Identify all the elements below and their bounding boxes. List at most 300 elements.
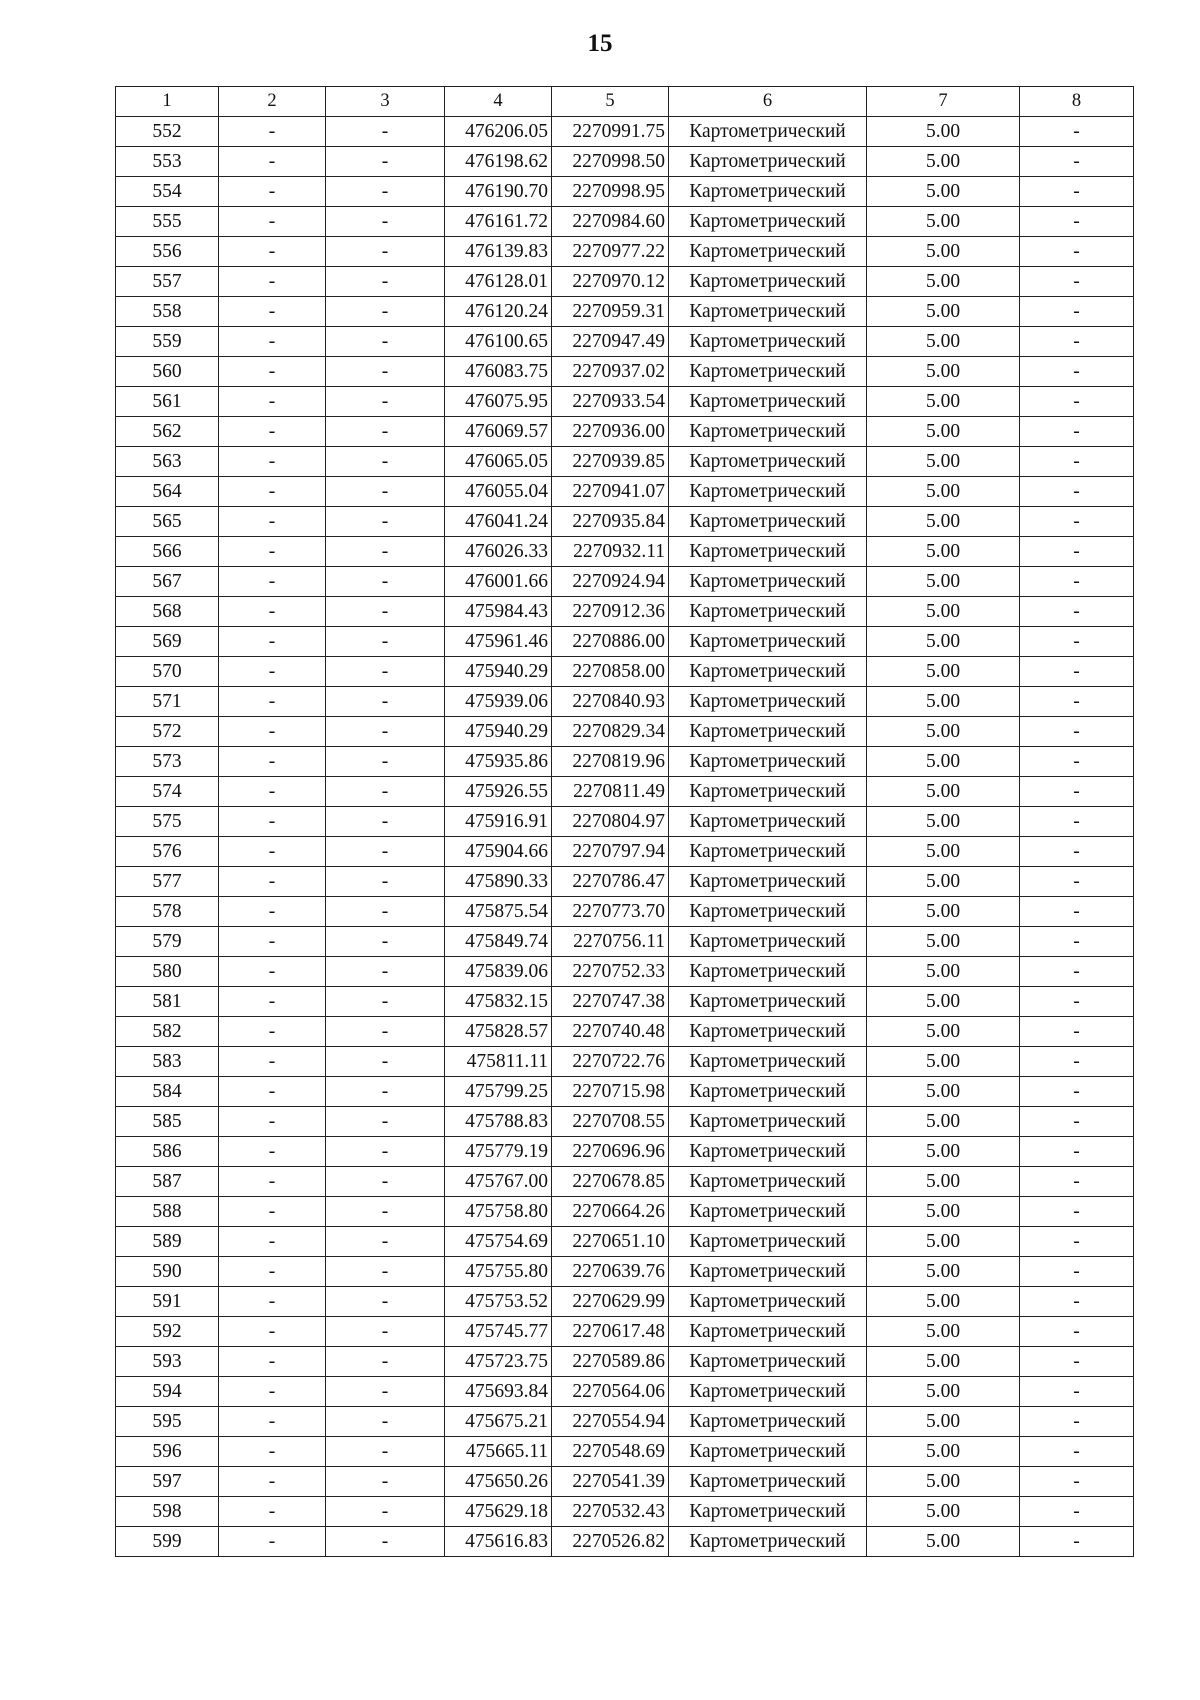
col3-cell: - (326, 747, 445, 777)
col8-cell: - (1020, 1017, 1134, 1047)
x-coordinate-cell: 475828.57 (445, 1017, 552, 1047)
col2-cell: - (219, 1107, 326, 1137)
point-number-cell: 563 (116, 447, 219, 477)
y-coordinate-cell: 2270998.50 (552, 147, 669, 177)
table-row (116, 987, 1134, 1017)
point-number-cell: 568 (116, 597, 219, 627)
col3-cell: - (326, 1107, 445, 1137)
col2-cell: - (219, 1317, 326, 1347)
col8-cell: - (1020, 1437, 1134, 1467)
y-coordinate-cell: 2270752.33 (552, 957, 669, 987)
y-coordinate-cell: 2270959.31 (552, 297, 669, 327)
col3-cell: - (326, 1527, 445, 1557)
table-row (116, 147, 1134, 177)
col2-cell: - (219, 1377, 326, 1407)
col8-cell: - (1020, 417, 1134, 447)
col2-cell: - (219, 1407, 326, 1437)
x-coordinate-cell: 475849.74 (445, 927, 552, 957)
x-coordinate-cell: 475939.06 (445, 687, 552, 717)
point-number-cell: 597 (116, 1467, 219, 1497)
col8-cell: - (1020, 627, 1134, 657)
x-coordinate-cell: 476120.24 (445, 297, 552, 327)
point-number-cell: 598 (116, 1497, 219, 1527)
column-header-3: 3 (326, 87, 445, 117)
x-coordinate-cell: 476055.04 (445, 477, 552, 507)
method-cell: Картометрический (669, 267, 867, 297)
col2-cell: - (219, 687, 326, 717)
y-coordinate-cell: 2270933.54 (552, 387, 669, 417)
table-row (116, 777, 1134, 807)
point-number-cell: 590 (116, 1257, 219, 1287)
col2-cell: - (219, 1227, 326, 1257)
point-number-cell: 586 (116, 1137, 219, 1167)
x-coordinate-cell: 475961.46 (445, 627, 552, 657)
col3-cell: - (326, 267, 445, 297)
col3-cell: - (326, 147, 445, 177)
col8-cell: - (1020, 927, 1134, 957)
table-row (116, 417, 1134, 447)
col8-cell: - (1020, 597, 1134, 627)
col8-cell: - (1020, 987, 1134, 1017)
col3-cell: - (326, 1047, 445, 1077)
accuracy-cell: 5.00 (867, 297, 1020, 327)
col2-cell: - (219, 387, 326, 417)
method-cell: Картометрический (669, 387, 867, 417)
col3-cell: - (326, 1227, 445, 1257)
col3-cell: - (326, 1017, 445, 1047)
point-number-cell: 583 (116, 1047, 219, 1077)
x-coordinate-cell: 475693.84 (445, 1377, 552, 1407)
table-row (116, 177, 1134, 207)
point-number-cell: 572 (116, 717, 219, 747)
col8-cell: - (1020, 297, 1134, 327)
y-coordinate-cell: 2270541.39 (552, 1467, 669, 1497)
method-cell: Картометрический (669, 1197, 867, 1227)
method-cell: Картометрический (669, 1317, 867, 1347)
method-cell: Картометрический (669, 297, 867, 327)
y-coordinate-cell: 2270939.85 (552, 447, 669, 477)
col2-cell: - (219, 1017, 326, 1047)
method-cell: Картометрический (669, 1347, 867, 1377)
method-cell: Картометрический (669, 1467, 867, 1497)
col2-cell: - (219, 177, 326, 207)
col3-cell: - (326, 1347, 445, 1377)
y-coordinate-cell: 2270532.43 (552, 1497, 669, 1527)
x-coordinate-cell: 475984.43 (445, 597, 552, 627)
col8-cell: - (1020, 717, 1134, 747)
method-cell: Картометрический (669, 507, 867, 537)
table-row (116, 1497, 1134, 1527)
col2-cell: - (219, 417, 326, 447)
x-coordinate-cell: 475650.26 (445, 1467, 552, 1497)
x-coordinate-cell: 475616.83 (445, 1527, 552, 1557)
col2-cell: - (219, 477, 326, 507)
method-cell: Картометрический (669, 717, 867, 747)
table-row (116, 447, 1134, 477)
accuracy-cell: 5.00 (867, 927, 1020, 957)
y-coordinate-cell: 2270858.00 (552, 657, 669, 687)
y-coordinate-cell: 2270696.96 (552, 1137, 669, 1167)
point-number-cell: 566 (116, 537, 219, 567)
col8-cell: - (1020, 447, 1134, 477)
x-coordinate-cell: 476001.66 (445, 567, 552, 597)
x-coordinate-cell: 475754.69 (445, 1227, 552, 1257)
col3-cell: - (326, 1377, 445, 1407)
point-number-cell: 557 (116, 267, 219, 297)
col3-cell: - (326, 237, 445, 267)
col2-cell: - (219, 447, 326, 477)
col3-cell: - (326, 417, 445, 447)
x-coordinate-cell: 476100.65 (445, 327, 552, 357)
col2-cell: - (219, 1077, 326, 1107)
col3-cell: - (326, 657, 445, 687)
table-row (116, 237, 1134, 267)
accuracy-cell: 5.00 (867, 1197, 1020, 1227)
point-number-cell: 587 (116, 1167, 219, 1197)
accuracy-cell: 5.00 (867, 507, 1020, 537)
col3-cell: - (326, 567, 445, 597)
y-coordinate-cell: 2270804.97 (552, 807, 669, 837)
x-coordinate-cell: 476041.24 (445, 507, 552, 537)
y-coordinate-cell: 2270947.49 (552, 327, 669, 357)
col8-cell: - (1020, 807, 1134, 837)
col3-cell: - (326, 1317, 445, 1347)
col8-cell: - (1020, 1047, 1134, 1077)
point-number-cell: 573 (116, 747, 219, 777)
accuracy-cell: 5.00 (867, 477, 1020, 507)
col3-cell: - (326, 117, 445, 147)
accuracy-cell: 5.00 (867, 987, 1020, 1017)
point-number-cell: 571 (116, 687, 219, 717)
method-cell: Картометрический (669, 567, 867, 597)
table-row (116, 1017, 1134, 1047)
accuracy-cell: 5.00 (867, 717, 1020, 747)
accuracy-cell: 5.00 (867, 867, 1020, 897)
y-coordinate-cell: 2270740.48 (552, 1017, 669, 1047)
col2-cell: - (219, 207, 326, 237)
method-cell: Картометрический (669, 837, 867, 867)
method-cell: Картометрический (669, 207, 867, 237)
method-cell: Картометрический (669, 1227, 867, 1257)
col3-cell: - (326, 1497, 445, 1527)
point-number-cell: 559 (116, 327, 219, 357)
method-cell: Картометрический (669, 687, 867, 717)
method-cell: Картометрический (669, 867, 867, 897)
point-number-cell: 554 (116, 177, 219, 207)
col2-cell: - (219, 957, 326, 987)
col8-cell: - (1020, 147, 1134, 177)
col8-cell: - (1020, 687, 1134, 717)
col8-cell: - (1020, 237, 1134, 267)
col3-cell: - (326, 597, 445, 627)
col8-cell: - (1020, 1137, 1134, 1167)
table-row (116, 1287, 1134, 1317)
point-number-cell: 555 (116, 207, 219, 237)
col2-cell: - (219, 1287, 326, 1317)
table-row (116, 1227, 1134, 1257)
method-cell: Картометрический (669, 747, 867, 777)
table-row (116, 807, 1134, 837)
method-cell: Картометрический (669, 1137, 867, 1167)
col3-cell: - (326, 987, 445, 1017)
accuracy-cell: 5.00 (867, 597, 1020, 627)
accuracy-cell: 5.00 (867, 567, 1020, 597)
x-coordinate-cell: 475839.06 (445, 957, 552, 987)
col8-cell: - (1020, 267, 1134, 297)
accuracy-cell: 5.00 (867, 177, 1020, 207)
point-number-cell: 592 (116, 1317, 219, 1347)
col8-cell: - (1020, 1317, 1134, 1347)
y-coordinate-cell: 2270715.98 (552, 1077, 669, 1107)
col8-cell: - (1020, 177, 1134, 207)
point-number-cell: 596 (116, 1437, 219, 1467)
table-row (116, 267, 1134, 297)
method-cell: Картометрический (669, 147, 867, 177)
col8-cell: - (1020, 357, 1134, 387)
col3-cell: - (326, 387, 445, 417)
accuracy-cell: 5.00 (867, 957, 1020, 987)
x-coordinate-cell: 475723.75 (445, 1347, 552, 1377)
method-cell: Картометрический (669, 987, 867, 1017)
table-row (116, 477, 1134, 507)
table-row (116, 657, 1134, 687)
column-header-7: 7 (867, 87, 1020, 117)
col3-cell: - (326, 1197, 445, 1227)
x-coordinate-cell: 475665.11 (445, 1437, 552, 1467)
col2-cell: - (219, 1437, 326, 1467)
point-number-cell: 595 (116, 1407, 219, 1437)
table-row (116, 837, 1134, 867)
accuracy-cell: 5.00 (867, 897, 1020, 927)
column-header-8: 8 (1020, 87, 1134, 117)
col2-cell: - (219, 1167, 326, 1197)
col8-cell: - (1020, 1167, 1134, 1197)
accuracy-cell: 5.00 (867, 1257, 1020, 1287)
x-coordinate-cell: 476026.33 (445, 537, 552, 567)
x-coordinate-cell: 475745.77 (445, 1317, 552, 1347)
y-coordinate-cell: 2270526.82 (552, 1527, 669, 1557)
point-number-cell: 577 (116, 867, 219, 897)
accuracy-cell: 5.00 (867, 147, 1020, 177)
col2-cell: - (219, 117, 326, 147)
method-cell: Картометрический (669, 1107, 867, 1137)
col3-cell: - (326, 1287, 445, 1317)
col8-cell: - (1020, 1347, 1134, 1377)
table-row (116, 747, 1134, 777)
y-coordinate-cell: 2270773.70 (552, 897, 669, 927)
table-row (116, 1467, 1134, 1497)
table-row (116, 687, 1134, 717)
x-coordinate-cell: 475935.86 (445, 747, 552, 777)
point-number-cell: 582 (116, 1017, 219, 1047)
table-row (116, 867, 1134, 897)
x-coordinate-cell: 476139.83 (445, 237, 552, 267)
col2-cell: - (219, 537, 326, 567)
x-coordinate-cell: 476069.57 (445, 417, 552, 447)
accuracy-cell: 5.00 (867, 657, 1020, 687)
col8-cell: - (1020, 1407, 1134, 1437)
y-coordinate-cell: 2270664.26 (552, 1197, 669, 1227)
column-header-4: 4 (445, 87, 552, 117)
y-coordinate-cell: 2270651.10 (552, 1227, 669, 1257)
point-number-cell: 565 (116, 507, 219, 537)
col8-cell: - (1020, 207, 1134, 237)
point-number-cell: 574 (116, 777, 219, 807)
table-row (116, 717, 1134, 747)
col2-cell: - (219, 147, 326, 177)
table-row (116, 1407, 1134, 1437)
accuracy-cell: 5.00 (867, 1287, 1020, 1317)
x-coordinate-cell: 476065.05 (445, 447, 552, 477)
table-row (116, 597, 1134, 627)
x-coordinate-cell: 476206.05 (445, 117, 552, 147)
col3-cell: - (326, 807, 445, 837)
x-coordinate-cell: 475755.80 (445, 1257, 552, 1287)
point-number-cell: 593 (116, 1347, 219, 1377)
point-number-cell: 585 (116, 1107, 219, 1137)
table-row (116, 327, 1134, 357)
table-row (116, 1107, 1134, 1137)
x-coordinate-cell: 476190.70 (445, 177, 552, 207)
y-coordinate-cell: 2270548.69 (552, 1437, 669, 1467)
col3-cell: - (326, 207, 445, 237)
y-coordinate-cell: 2270840.93 (552, 687, 669, 717)
accuracy-cell: 5.00 (867, 1077, 1020, 1107)
y-coordinate-cell: 2270829.34 (552, 717, 669, 747)
col2-cell: - (219, 1467, 326, 1497)
col2-cell: - (219, 867, 326, 897)
x-coordinate-cell: 475799.25 (445, 1077, 552, 1107)
method-cell: Картометрический (669, 1497, 867, 1527)
x-coordinate-cell: 475779.19 (445, 1137, 552, 1167)
accuracy-cell: 5.00 (867, 1467, 1020, 1497)
accuracy-cell: 5.00 (867, 1437, 1020, 1467)
accuracy-cell: 5.00 (867, 837, 1020, 867)
table-row (116, 1527, 1134, 1557)
col2-cell: - (219, 897, 326, 927)
y-coordinate-cell: 2270786.47 (552, 867, 669, 897)
y-coordinate-cell: 2270935.84 (552, 507, 669, 537)
table-row (116, 507, 1134, 537)
accuracy-cell: 5.00 (867, 1047, 1020, 1077)
col8-cell: - (1020, 777, 1134, 807)
col2-cell: - (219, 807, 326, 837)
accuracy-cell: 5.00 (867, 1497, 1020, 1527)
x-coordinate-cell: 476161.72 (445, 207, 552, 237)
x-coordinate-cell: 475758.80 (445, 1197, 552, 1227)
y-coordinate-cell: 2270708.55 (552, 1107, 669, 1137)
col3-cell: - (326, 627, 445, 657)
col8-cell: - (1020, 1227, 1134, 1257)
table-row (116, 1137, 1134, 1167)
method-cell: Картометрический (669, 957, 867, 987)
col3-cell: - (326, 507, 445, 537)
col2-cell: - (219, 297, 326, 327)
y-coordinate-cell: 2270941.07 (552, 477, 669, 507)
x-coordinate-cell: 475767.00 (445, 1167, 552, 1197)
col8-cell: - (1020, 537, 1134, 567)
col3-cell: - (326, 477, 445, 507)
table-row (116, 1077, 1134, 1107)
y-coordinate-cell: 2270589.86 (552, 1347, 669, 1377)
table-row (116, 207, 1134, 237)
method-cell: Картометрический (669, 897, 867, 927)
accuracy-cell: 5.00 (867, 447, 1020, 477)
col8-cell: - (1020, 837, 1134, 867)
point-number-cell: 599 (116, 1527, 219, 1557)
col2-cell: - (219, 837, 326, 867)
point-number-cell: 581 (116, 987, 219, 1017)
accuracy-cell: 5.00 (867, 747, 1020, 777)
col3-cell: - (326, 687, 445, 717)
y-coordinate-cell: 2270639.76 (552, 1257, 669, 1287)
y-coordinate-cell: 2270678.85 (552, 1167, 669, 1197)
method-cell: Картометрический (669, 597, 867, 627)
y-coordinate-cell: 2270747.38 (552, 987, 669, 1017)
col8-cell: - (1020, 507, 1134, 537)
col3-cell: - (326, 777, 445, 807)
point-number-cell: 588 (116, 1197, 219, 1227)
col8-cell: - (1020, 327, 1134, 357)
method-cell: Картометрический (669, 1287, 867, 1317)
y-coordinate-cell: 2270984.60 (552, 207, 669, 237)
accuracy-cell: 5.00 (867, 207, 1020, 237)
col2-cell: - (219, 657, 326, 687)
col8-cell: - (1020, 1107, 1134, 1137)
col2-cell: - (219, 567, 326, 597)
x-coordinate-cell: 476198.62 (445, 147, 552, 177)
point-number-cell: 591 (116, 1287, 219, 1317)
method-cell: Картометрический (669, 1407, 867, 1437)
x-coordinate-cell: 475811.11 (445, 1047, 552, 1077)
method-cell: Картометрический (669, 417, 867, 447)
col3-cell: - (326, 1407, 445, 1437)
table-row (116, 297, 1134, 327)
point-number-cell: 562 (116, 417, 219, 447)
col8-cell: - (1020, 387, 1134, 417)
col2-cell: - (219, 267, 326, 297)
point-number-cell: 564 (116, 477, 219, 507)
method-cell: Картометрический (669, 537, 867, 567)
col3-cell: - (326, 927, 445, 957)
table-row (116, 117, 1134, 147)
point-number-cell: 560 (116, 357, 219, 387)
col2-cell: - (219, 1197, 326, 1227)
x-coordinate-cell: 475916.91 (445, 807, 552, 837)
method-cell: Картометрический (669, 1047, 867, 1077)
point-number-cell: 556 (116, 237, 219, 267)
x-coordinate-cell: 475629.18 (445, 1497, 552, 1527)
x-coordinate-cell: 475940.29 (445, 717, 552, 747)
point-number-cell: 570 (116, 657, 219, 687)
accuracy-cell: 5.00 (867, 777, 1020, 807)
col3-cell: - (326, 447, 445, 477)
method-cell: Картометрический (669, 1527, 867, 1557)
col8-cell: - (1020, 1287, 1134, 1317)
table-body (116, 117, 1134, 1557)
table-row (116, 1167, 1134, 1197)
point-number-cell: 589 (116, 1227, 219, 1257)
method-cell: Картометрический (669, 1017, 867, 1047)
method-cell: Картометрический (669, 477, 867, 507)
y-coordinate-cell: 2270912.36 (552, 597, 669, 627)
y-coordinate-cell: 2270722.76 (552, 1047, 669, 1077)
y-coordinate-cell: 2270936.00 (552, 417, 669, 447)
col2-cell: - (219, 1137, 326, 1167)
table-row (116, 357, 1134, 387)
col3-cell: - (326, 327, 445, 357)
table-row (116, 387, 1134, 417)
